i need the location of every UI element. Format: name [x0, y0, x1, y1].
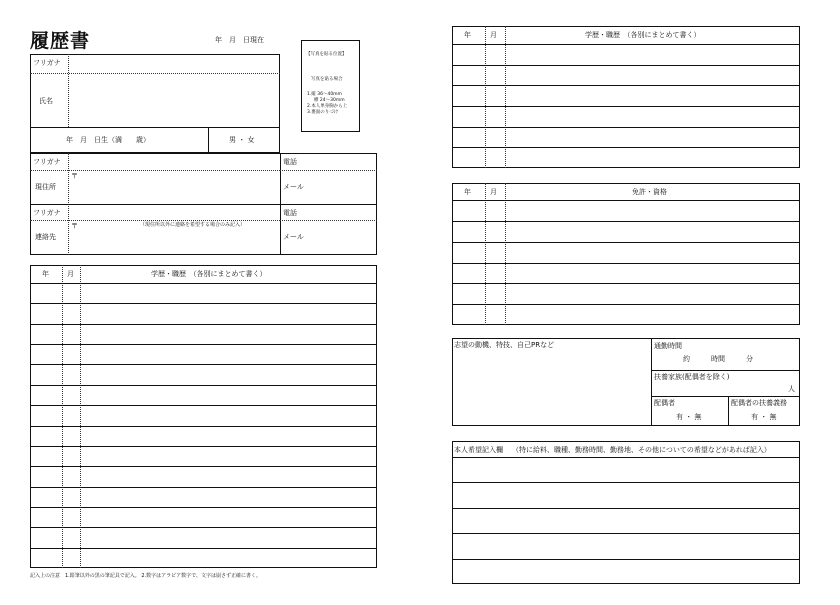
- photo-line-4: 3.裏面のりづけ: [307, 110, 339, 115]
- history-left-row[interactable]: [30, 386, 377, 404]
- history-right-month-header: 月: [490, 31, 497, 39]
- photo-heading: 【写真を貼る位置】: [306, 52, 347, 57]
- phone-label-2: 電話: [283, 209, 297, 217]
- wish-row[interactable]: [452, 458, 800, 481]
- license-row[interactable]: [452, 201, 800, 220]
- name-label: 氏名: [39, 97, 53, 105]
- history-left-row[interactable]: [30, 325, 377, 343]
- history-right-row[interactable]: [452, 86, 800, 105]
- license-row[interactable]: [452, 284, 800, 303]
- dependents-unit: 人: [788, 385, 795, 393]
- footnote: 記入上の注意 1.鉛筆以外の黒の筆記具で記入。 2.数字はアラビア数字で、文字は崩さず正確に書く。: [30, 573, 261, 579]
- history-right-row[interactable]: [452, 148, 800, 167]
- wish-row[interactable]: [452, 483, 800, 506]
- history-right-row[interactable]: [452, 128, 800, 147]
- phone-label-1: 電話: [283, 158, 297, 166]
- wishes-label: 本人希望記入欄: [454, 446, 503, 454]
- wish-row[interactable]: [452, 560, 800, 583]
- history-left-row[interactable]: [30, 427, 377, 445]
- history-left-row[interactable]: [30, 549, 377, 567]
- motivation-label: 志望の動機、特技、自己PRなど: [454, 341, 555, 349]
- history-right-row[interactable]: [452, 107, 800, 126]
- history-right-year-header: 年: [464, 31, 471, 39]
- date-line: 年 月 日現在: [215, 36, 264, 44]
- contact-address-field[interactable]: [69, 221, 279, 254]
- spouse-value: 有 ・ 無: [676, 413, 702, 421]
- photo-line-1: 1.縦 36〜40mm: [307, 92, 342, 97]
- spouse-support-label: 配偶者の扶養義務: [731, 399, 787, 407]
- current-address-field[interactable]: [69, 171, 279, 203]
- history-left-month-header: 月: [67, 270, 74, 278]
- history-left-row[interactable]: [30, 365, 377, 383]
- history-left-row[interactable]: [30, 406, 377, 424]
- history-left-row[interactable]: [30, 488, 377, 506]
- history-right-row[interactable]: [452, 66, 800, 85]
- address-furigana-label: フリガナ: [33, 158, 61, 166]
- wish-row[interactable]: [452, 534, 800, 557]
- spouse-label: 配偶者: [654, 399, 675, 407]
- photo-line-2: 横 24〜30mm: [314, 98, 345, 103]
- wish-row[interactable]: [452, 509, 800, 532]
- spouse-support-value: 有 ・ 無: [751, 413, 777, 421]
- license-row[interactable]: [452, 222, 800, 241]
- licenses-year-header: 年: [464, 188, 471, 196]
- history-left-row[interactable]: [30, 467, 377, 485]
- contact-address-label: 連絡先: [35, 233, 56, 241]
- history-left-row[interactable]: [30, 284, 377, 302]
- postal-mark-2: 〒: [71, 222, 78, 230]
- history-left-row[interactable]: [30, 304, 377, 322]
- history-left-row[interactable]: [30, 345, 377, 363]
- gender-label: 男 ・ 女: [229, 136, 255, 144]
- history-left-row[interactable]: [30, 447, 377, 465]
- commute-value: 約 時間 分: [683, 355, 753, 363]
- furigana-label: フリガナ: [33, 59, 61, 67]
- history-left-row[interactable]: [30, 528, 377, 546]
- commute-label: 通勤時間: [654, 342, 682, 350]
- history-right-row[interactable]: [452, 45, 800, 64]
- contact-note: （現住所以外に連絡を希望する場合のみ記入）: [140, 222, 246, 228]
- resume-title: 履歴書: [30, 30, 91, 52]
- licenses-heading: 免許・資格: [632, 188, 667, 196]
- name-field[interactable]: [68, 74, 280, 126]
- photo-line-3: 2.本人単身胸から上: [307, 104, 348, 109]
- licenses-month-header: 月: [490, 188, 497, 196]
- wishes-note: （特に給料、職種、勤務時間、勤務地、その他についての希望などがあれば記入）: [512, 446, 771, 454]
- mail-label-1: メール: [283, 183, 304, 191]
- motivation-field[interactable]: [453, 352, 650, 425]
- license-row[interactable]: [452, 264, 800, 283]
- photo-subheading: 写真を貼る場合: [311, 77, 343, 82]
- birth-label: 年 月 日生（満 歳）: [66, 136, 150, 144]
- contact-furigana-label: フリガナ: [33, 209, 61, 217]
- history-left-row[interactable]: [30, 508, 377, 526]
- dependents-label: 扶養家族(配偶者を除く): [654, 373, 730, 381]
- license-row[interactable]: [452, 305, 800, 324]
- photo-box: [301, 40, 360, 132]
- history-right-heading: 学歴・職歴 （各別にまとめて書く）: [585, 31, 701, 39]
- history-left-year-header: 年: [42, 270, 49, 278]
- current-address-label: 現住所: [35, 183, 56, 191]
- mail-label-2: メール: [283, 233, 304, 241]
- history-left-heading: 学歴・職歴 （各別にまとめて書く）: [151, 270, 267, 278]
- postal-mark-1: 〒: [71, 172, 78, 180]
- license-row[interactable]: [452, 243, 800, 262]
